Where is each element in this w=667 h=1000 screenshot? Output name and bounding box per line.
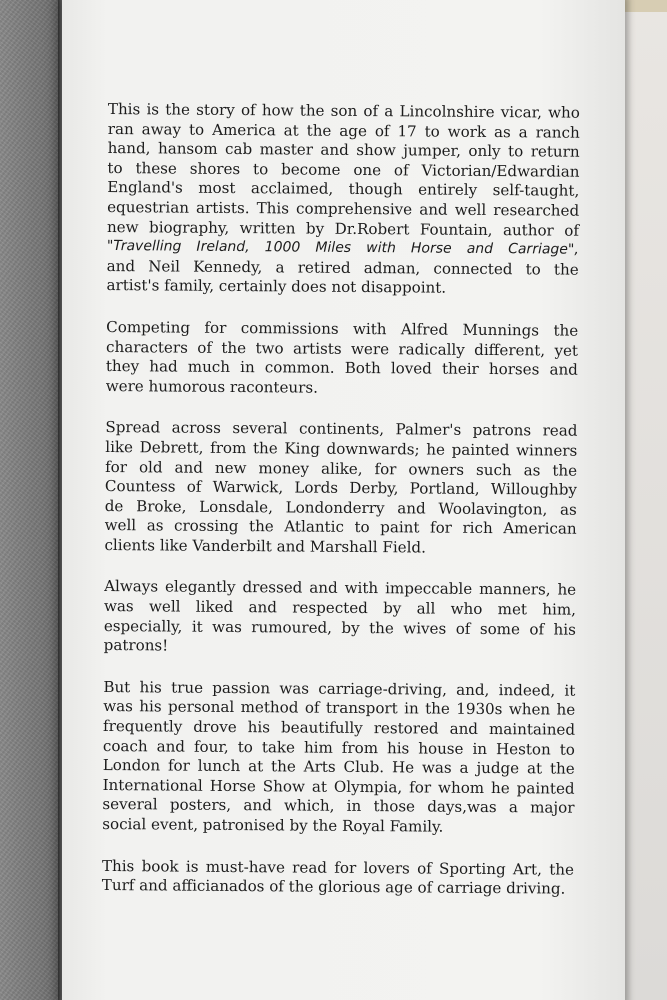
paragraph-munnings [106,318,579,400]
text-line: was his personal method of transport in the 1930s when he [103,697,576,720]
text-line: Spread across several continents, Palmer's patrons read [105,418,578,441]
text-line: artist's family, certainly does not disappoint. [106,276,447,298]
text-line: especially, it was rumoured, by the wives of some of his [103,616,576,639]
text-line: frequently drove his beautifully restored and maintained [103,717,576,739]
text-line: social event, patronised by the Royal Family. [102,814,444,836]
paragraph-intro [106,100,580,300]
text-line: patrons! [103,636,169,655]
text-line: This is the story of how the son of a Lincolnshire vicar, who [107,100,580,122]
book-blurb [102,100,580,921]
paragraph-carriage [102,678,575,838]
book-title-line: "Travelling Ireland, 1000 Miles with Horse and Carriage", [106,238,579,258]
text-line: for old and new money alike, for owners such as the [105,457,578,480]
text-line: Countess of Warwick, Lords Derby, Portland, Willoughby [104,477,578,499]
text-line: new biography, written by Dr.Robert Fountain, author of [106,217,580,240]
text-line: This book is must-have read for lovers of Sporting Art, the [101,856,575,879]
paragraph-closing [102,857,574,900]
text-line: characters of the two artists were radically different, yet [105,337,579,360]
text-line: they had much in common. Both loved their horses and [105,357,578,379]
text-line: Turf and afficianados of the glorious age of carriage driving. [101,876,566,898]
text-line: International Horse Show at Olympia, for whom he painted [102,775,575,798]
text-line: de Broke, Lonsdale, Londonderry and Woolavington, as [104,496,577,519]
paragraph-manners [104,577,577,659]
text-line: England's most acclaimed, though entirely self-taught, [107,178,580,201]
text-line: coach and four, to take him from his house in Heston to [102,736,575,759]
text-line: clients like Vanderbilt and Marshall Field. [104,535,426,557]
text-line: But his true passion was carriage-driving, and, indeed, it [103,677,576,700]
paragraph-patrons [104,418,577,559]
text-line: well as crossing the Atlantic to paint for rich American [104,516,577,538]
text-line: Competing for commissions with Alfred Munnings the [106,317,579,340]
text-line: several posters, and which, in those days,was a major [102,795,575,818]
text-line: equestrian artists. This comprehensive and well researched [107,197,580,220]
text-line: were humorous raconteurs. [105,376,318,397]
backdrop-corner [623,0,667,12]
text-line: hand, hansom cab master and show jumper, only to return [107,139,580,161]
text-line: and Neil Kennedy, a retired adman, connected to the [106,256,579,279]
text-line: to these shores to become one of Victorian/Edwardian [107,158,580,181]
white-backdrop [623,0,667,1000]
text-line: ran away to America at the age of 17 to work as a ranch [107,119,580,142]
text-line: like Debrett, from the King downwards; he painted winners [105,437,578,460]
text-line: Always elegantly dressed and with impeccable manners, he [104,577,577,600]
text-line: was well liked and respected by all who met him, [103,597,577,619]
text-line: London for lunch at the Arts Club. He was a judge at the [102,756,575,778]
